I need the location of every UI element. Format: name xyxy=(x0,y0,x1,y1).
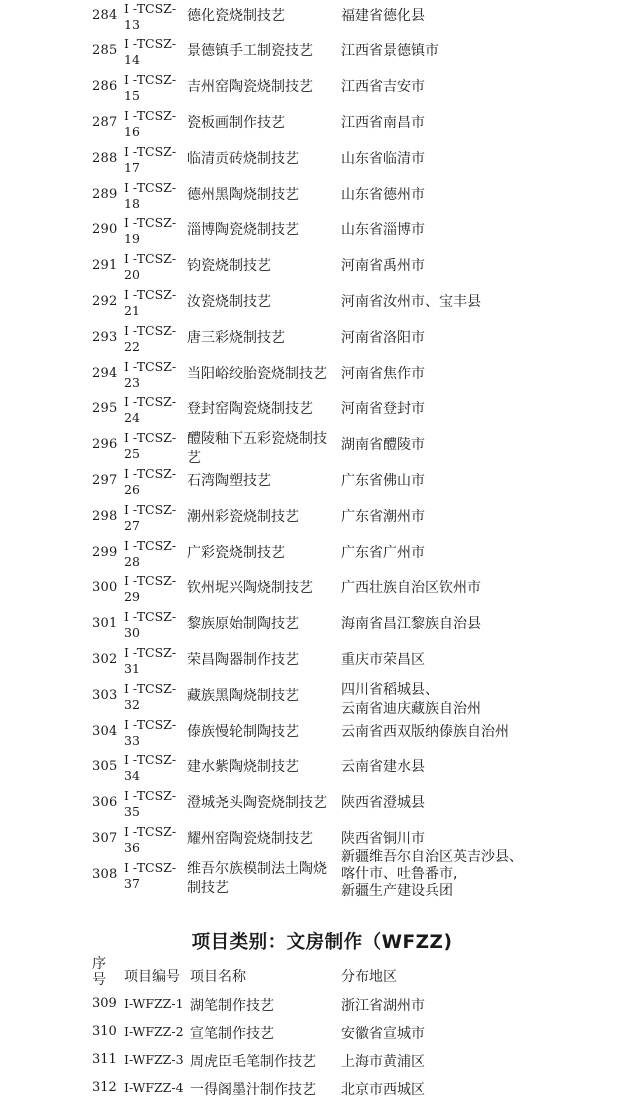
row-code-suffix: 20 xyxy=(124,267,140,282)
row-code-suffix: 29 xyxy=(124,589,140,604)
row-code-prefix: Ⅰ -TCSZ- xyxy=(124,359,177,374)
row-region: 福建省德化县 xyxy=(341,8,425,24)
table-row xyxy=(0,1024,620,1052)
row-region: 四川省稻城县、 云南省迪庆藏族自治州 xyxy=(341,682,481,717)
table-row xyxy=(0,680,620,715)
row-code-suffix: 16 xyxy=(124,124,140,139)
row-code-prefix: Ⅰ -TCSZ- xyxy=(124,1,177,16)
row-code-suffix: 26 xyxy=(124,482,140,497)
row-number: 307 xyxy=(92,831,118,846)
table-row xyxy=(0,996,620,1024)
table-row xyxy=(0,0,620,35)
row-code xyxy=(124,609,186,641)
row-code xyxy=(124,538,186,570)
row-number: 311 xyxy=(92,1052,117,1067)
row-code xyxy=(124,430,186,462)
row-name: 周虎臣毛笔制作技艺 xyxy=(190,1054,316,1070)
row-code-prefix: Ⅰ -TCSZ- xyxy=(124,394,177,409)
table-row xyxy=(0,501,620,536)
row-name: 瓷板画制作技艺 xyxy=(187,115,285,131)
row-code-prefix: Ⅰ -TCSZ- xyxy=(124,573,177,588)
row-number: 296 xyxy=(92,437,118,452)
table-row xyxy=(0,71,620,106)
row-code xyxy=(124,502,186,534)
table-row xyxy=(0,465,620,500)
row-region: 山东省德州市 xyxy=(341,187,425,203)
row-region: 江西省吉安市 xyxy=(341,79,425,95)
row-region: 北京市西城区 xyxy=(341,1082,425,1098)
row-number: 299 xyxy=(92,545,118,560)
row-region: 新疆维吾尔自治区英吉沙县、喀什市、吐鲁番市, 新疆生产建设兵团 xyxy=(341,849,523,899)
row-name: 澄城尧头陶瓷烧制技艺 xyxy=(187,795,327,811)
table-row xyxy=(0,179,620,214)
table-row xyxy=(0,1052,620,1080)
row-code-prefix: Ⅰ -TCSZ- xyxy=(124,538,177,553)
row-code xyxy=(124,144,186,176)
table-row xyxy=(0,358,620,393)
row-name: 德州黑陶烧制技艺 xyxy=(187,187,299,203)
row-name: 当阳峪绞胎瓷烧制技艺 xyxy=(187,366,327,382)
row-number: 303 xyxy=(92,688,118,703)
row-code xyxy=(124,752,186,784)
row-code-prefix: Ⅰ -TCSZ- xyxy=(124,824,177,839)
row-code-prefix: Ⅰ -TCSZ- xyxy=(124,323,177,338)
row-code-suffix: 15 xyxy=(124,88,140,103)
row-name: 维吾尔族模制法土陶烧制技艺 xyxy=(187,861,327,896)
row-region: 海南省昌江黎族自治县 xyxy=(341,616,481,632)
table-row xyxy=(0,751,620,786)
table-row xyxy=(0,716,620,751)
row-code-suffix: 17 xyxy=(124,160,140,175)
row-number: 292 xyxy=(92,294,118,309)
row-code xyxy=(124,251,186,283)
table-row xyxy=(0,787,620,822)
row-code-suffix: 28 xyxy=(124,554,140,569)
row-region: 河南省禹州市 xyxy=(341,258,425,274)
row-name: 钦州坭兴陶烧制技艺 xyxy=(187,580,313,596)
row-code-prefix: Ⅰ -TCSZ- xyxy=(124,180,177,195)
row-code xyxy=(124,72,186,104)
row-name: 湖笔制作技艺 xyxy=(190,998,274,1014)
row-region: 河南省登封市 xyxy=(341,401,425,417)
row-code xyxy=(124,860,186,892)
row-code-suffix: 24 xyxy=(124,410,140,425)
section-title: 项目类别：文房制作（WFZZ) xyxy=(191,932,453,953)
row-name: 广彩瓷烧制技艺 xyxy=(187,545,285,561)
row-code-prefix: Ⅰ -TCSZ- xyxy=(124,108,177,123)
row-name: 藏族黑陶烧制技艺 xyxy=(187,688,299,704)
row-region: 上海市黄浦区 xyxy=(341,1054,425,1070)
row-code xyxy=(124,645,186,677)
row-region: 山东省淄博市 xyxy=(341,222,425,238)
row-code-prefix: Ⅰ -TCSZ- xyxy=(124,681,177,696)
row-name: 唐三彩烧制技艺 xyxy=(187,330,285,346)
row-code-suffix: 31 xyxy=(124,661,140,676)
row-name: 一得阁墨汁制作技艺 xyxy=(190,1082,316,1098)
row-code-suffix: 25 xyxy=(124,446,140,461)
row-code-suffix: 32 xyxy=(124,697,140,712)
row-code-prefix: Ⅰ -TCSZ- xyxy=(124,752,177,767)
row-code: Ⅰ-WFZZ-3 xyxy=(124,1052,184,1067)
row-number: 293 xyxy=(92,330,118,345)
row-region: 广东省佛山市 xyxy=(341,473,425,489)
row-code-prefix: Ⅰ -TCSZ- xyxy=(124,502,177,517)
row-code-suffix: 33 xyxy=(124,733,140,748)
row-region: 浙江省湖州市 xyxy=(341,998,425,1014)
row-number: 289 xyxy=(92,187,118,202)
row-name: 潮州彩瓷烧制技艺 xyxy=(187,509,299,525)
row-code: Ⅰ-WFZZ-1 xyxy=(124,996,184,1011)
row-region: 江西省景德镇市 xyxy=(341,43,439,59)
row-name: 淄博陶瓷烧制技艺 xyxy=(187,222,299,238)
table-row xyxy=(0,286,620,321)
row-number: 286 xyxy=(92,79,118,94)
row-name: 醴陵釉下五彩瓷烧制技艺 xyxy=(187,431,327,466)
row-code xyxy=(124,108,186,140)
row-code xyxy=(124,36,186,68)
row-code-prefix: Ⅰ -TCSZ- xyxy=(124,645,177,660)
row-code-suffix: 30 xyxy=(124,625,140,640)
row-code-suffix: 21 xyxy=(124,303,140,318)
row-number: 301 xyxy=(92,616,118,631)
row-number: 310 xyxy=(92,1024,117,1039)
row-code xyxy=(124,466,186,498)
row-code xyxy=(124,788,186,820)
row-number: 297 xyxy=(92,473,118,488)
row-code-prefix: Ⅰ -TCSZ- xyxy=(124,466,177,481)
row-region: 云南省西双版纳傣族自治州 xyxy=(341,724,509,740)
header-code: 项目编号 xyxy=(124,969,180,985)
row-number: 308 xyxy=(92,867,118,882)
row-number: 300 xyxy=(92,580,118,595)
row-code-prefix: Ⅰ -TCSZ- xyxy=(124,215,177,230)
row-name: 耀州窑陶瓷烧制技艺 xyxy=(187,831,313,847)
row-code-prefix: Ⅰ -TCSZ- xyxy=(124,287,177,302)
row-code xyxy=(124,359,186,391)
table-row xyxy=(0,1080,620,1108)
row-name: 德化瓷烧制技艺 xyxy=(187,8,285,24)
row-region: 云南省建水县 xyxy=(341,759,425,775)
row-code: Ⅰ-WFZZ-2 xyxy=(124,1024,184,1039)
row-code-suffix: 14 xyxy=(124,52,140,67)
row-code-prefix: Ⅰ -TCSZ- xyxy=(124,251,177,266)
row-region: 河南省洛阳市 xyxy=(341,330,425,346)
row-code-suffix: 13 xyxy=(124,17,140,32)
row-number: 284 xyxy=(92,8,118,23)
row-region: 山东省临清市 xyxy=(341,151,425,167)
row-code xyxy=(124,824,186,856)
header-name: 项目名称 xyxy=(190,969,246,985)
row-number: 298 xyxy=(92,509,118,524)
row-code-suffix: 27 xyxy=(124,518,140,533)
row-code-prefix: Ⅰ -TCSZ- xyxy=(124,860,177,875)
row-number: 287 xyxy=(92,115,118,130)
row-code xyxy=(124,323,186,355)
row-region: 陕西省澄城县 xyxy=(341,795,425,811)
table-row xyxy=(0,35,620,70)
row-code: Ⅰ-WFZZ-4 xyxy=(124,1080,184,1095)
row-code-suffix: 35 xyxy=(124,804,140,819)
row-region: 安徽省宣城市 xyxy=(341,1026,425,1042)
table-row xyxy=(0,322,620,357)
row-code-prefix: Ⅰ -TCSZ- xyxy=(124,36,177,51)
row-code-prefix: Ⅰ -TCSZ- xyxy=(124,144,177,159)
table-row xyxy=(0,849,620,899)
header-num: 序号 xyxy=(92,956,106,988)
row-number: 304 xyxy=(92,724,118,739)
row-code-prefix: Ⅰ -TCSZ- xyxy=(124,609,177,624)
row-number: 291 xyxy=(92,258,118,273)
row-name: 景德镇手工制瓷技艺 xyxy=(187,43,313,59)
row-code-suffix: 37 xyxy=(124,876,140,891)
row-name: 荣昌陶器制作技艺 xyxy=(187,652,299,668)
row-region: 陕西省铜川市 xyxy=(341,831,425,847)
row-name: 登封窑陶瓷烧制技艺 xyxy=(187,401,313,417)
row-code xyxy=(124,180,186,212)
row-code-prefix: Ⅰ -TCSZ- xyxy=(124,788,177,803)
row-region: 江西省南昌市 xyxy=(341,115,425,131)
row-name: 建水紫陶烧制技艺 xyxy=(187,759,299,775)
table-row xyxy=(0,429,620,464)
row-number: 306 xyxy=(92,795,118,810)
table-row xyxy=(0,644,620,679)
row-name: 汝瓷烧制技艺 xyxy=(187,294,271,310)
row-number: 285 xyxy=(92,43,118,58)
row-number: 302 xyxy=(92,652,118,667)
row-name: 石湾陶塑技艺 xyxy=(187,473,271,489)
row-code xyxy=(124,394,186,426)
row-number: 288 xyxy=(92,151,118,166)
row-code-suffix: 19 xyxy=(124,231,140,246)
table-row xyxy=(0,250,620,285)
row-name: 宣笔制作技艺 xyxy=(190,1026,274,1042)
row-code-suffix: 18 xyxy=(124,196,140,211)
row-number: 290 xyxy=(92,222,118,237)
row-code xyxy=(124,287,186,319)
row-region: 重庆市荣昌区 xyxy=(341,652,425,668)
row-region: 河南省焦作市 xyxy=(341,366,425,382)
row-code xyxy=(124,573,186,605)
row-code xyxy=(124,1,186,33)
row-code-prefix: Ⅰ -TCSZ- xyxy=(124,72,177,87)
row-name: 傣族慢轮制陶技艺 xyxy=(187,724,299,740)
row-code-prefix: Ⅰ -TCSZ- xyxy=(124,430,177,445)
row-code-suffix: 36 xyxy=(124,840,140,855)
row-number: 309 xyxy=(92,996,117,1011)
row-code xyxy=(124,215,186,247)
row-name: 吉州窑陶瓷烧制技艺 xyxy=(187,79,313,95)
row-number: 295 xyxy=(92,401,118,416)
table-row xyxy=(0,572,620,607)
row-code-prefix: Ⅰ -TCSZ- xyxy=(124,717,177,732)
row-number: 294 xyxy=(92,366,118,381)
table-row xyxy=(0,214,620,249)
row-region: 广东省潮州市 xyxy=(341,509,425,525)
row-code xyxy=(124,717,186,749)
table-row xyxy=(0,608,620,643)
row-region: 湖南省醴陵市 xyxy=(341,437,425,453)
row-region: 广西壮族自治区钦州市 xyxy=(341,580,481,596)
table-row xyxy=(0,107,620,142)
table-row xyxy=(0,393,620,428)
row-code-suffix: 22 xyxy=(124,339,140,354)
row-number: 305 xyxy=(92,759,118,774)
header-region: 分布地区 xyxy=(341,969,397,985)
row-region: 广东省广州市 xyxy=(341,545,425,561)
row-name: 黎族原始制陶技艺 xyxy=(187,616,299,632)
table-row xyxy=(0,143,620,178)
row-code-suffix: 34 xyxy=(124,768,140,783)
row-code xyxy=(124,681,186,713)
row-name: 钧瓷烧制技艺 xyxy=(187,258,271,274)
row-region: 河南省汝州市、宝丰县 xyxy=(341,294,481,310)
table-row xyxy=(0,537,620,572)
row-name: 临清贡砖烧制技艺 xyxy=(187,151,299,167)
row-code-suffix: 23 xyxy=(124,375,140,390)
row-number: 312 xyxy=(92,1080,117,1095)
